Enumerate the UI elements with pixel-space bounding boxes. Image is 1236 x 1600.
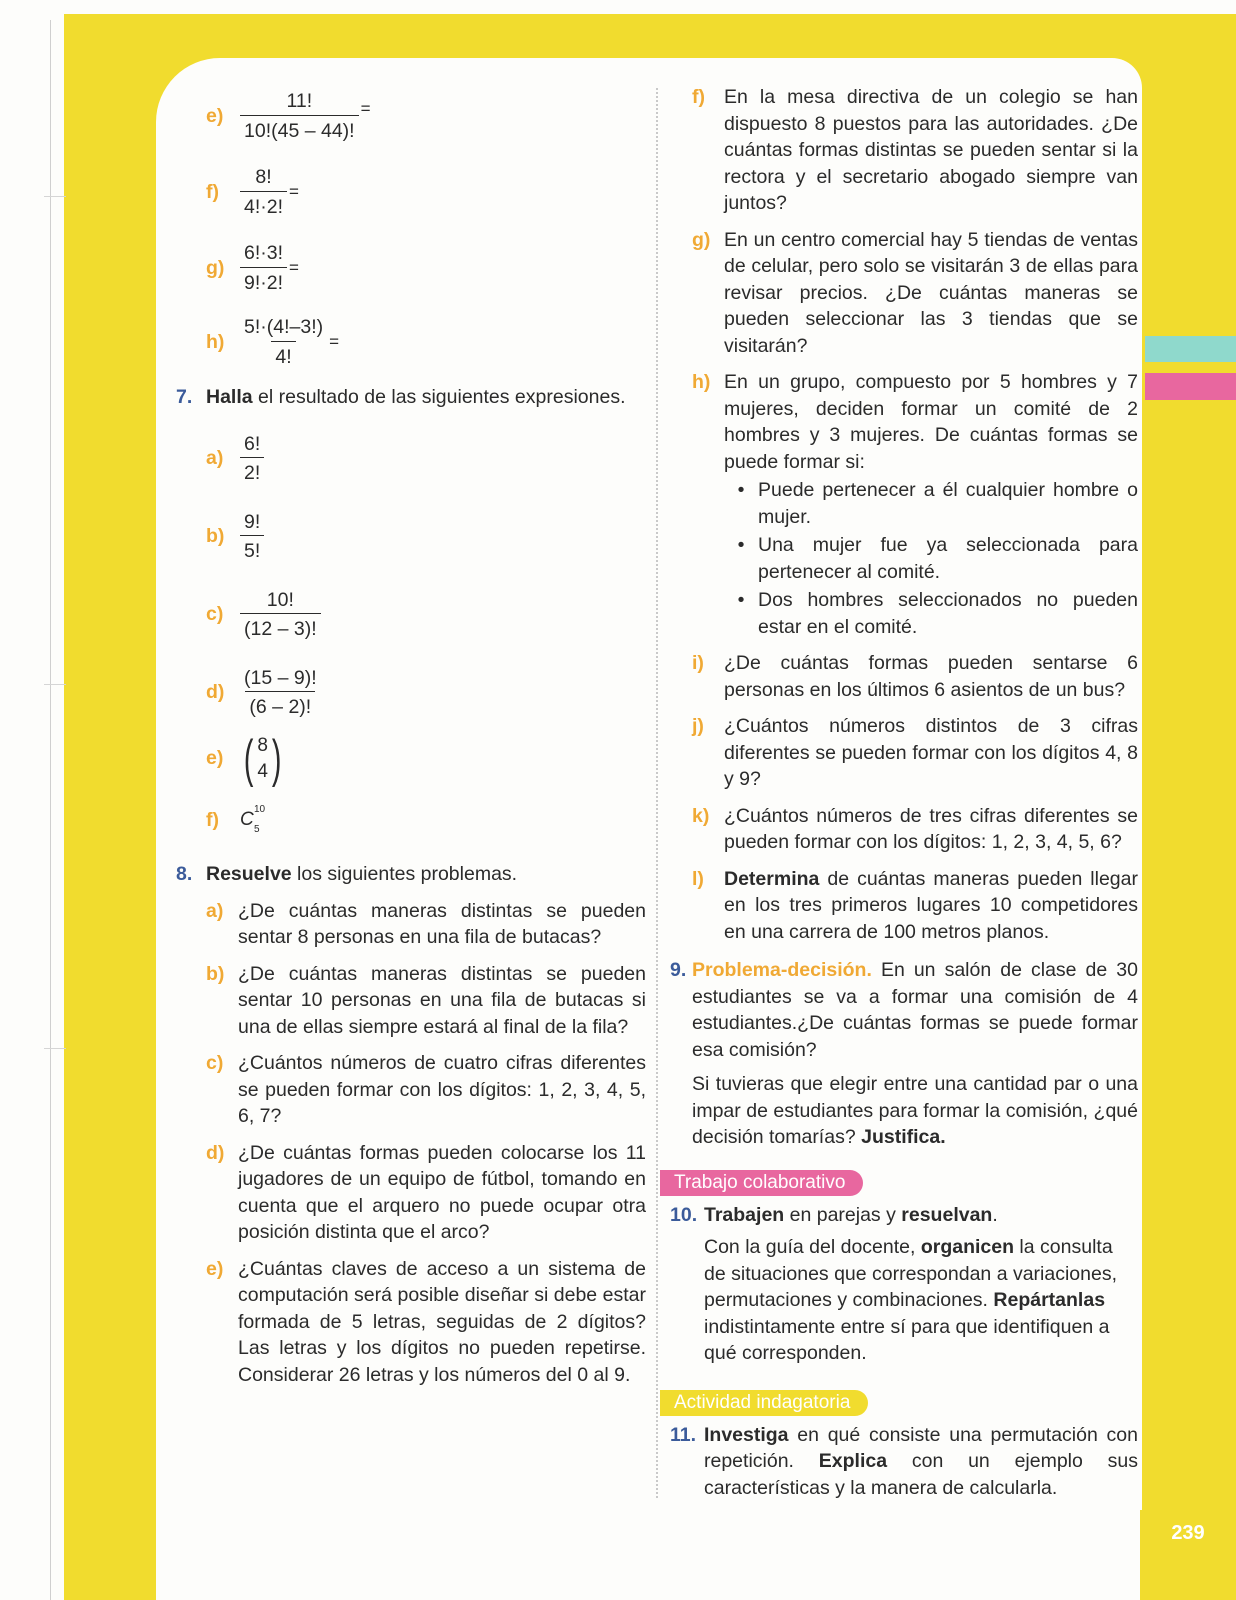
- equals-sign: =: [360, 98, 371, 118]
- page-number-box: [1140, 1510, 1236, 1600]
- item-label: f): [692, 86, 705, 108]
- instruction-text: los siguientes problemas.: [291, 863, 518, 885]
- item-label: d): [206, 1141, 225, 1164]
- bullet-text: Una mujer fue ya seleccionada para pertenecer al comité.: [758, 534, 1138, 583]
- item-label: g): [206, 256, 225, 279]
- bullet-icon: •: [737, 534, 745, 556]
- item-label: j): [692, 715, 704, 737]
- body-text: indistintamente entre sí para que identifiquen a qué corresponden.: [704, 1315, 1110, 1364]
- item-label: k): [692, 804, 710, 827]
- margin-tick: [44, 196, 66, 197]
- section-10-body: [704, 1234, 1138, 1367]
- section-number: 8.: [176, 863, 193, 885]
- problem-text: ¿De cuántas maneras distintas se pueden sentar 8 personas en una fila de butacas?: [238, 899, 646, 948]
- binomial-coefficient: [240, 729, 285, 788]
- side-tab-teal: [1145, 336, 1236, 362]
- section-9: [670, 957, 1138, 1063]
- section-11-text: [704, 1422, 1138, 1502]
- left-column: [176, 88, 646, 1388]
- left-paren-icon: (: [243, 729, 254, 788]
- binomial-stack: [257, 733, 268, 785]
- side-tab-pink: [1145, 373, 1236, 400]
- instruction-text: en parejas y: [784, 1203, 902, 1226]
- bullet-item: [724, 532, 1138, 585]
- instruction-text-2: con un ejemplo sus características y la manera de calcularla.: [704, 1450, 1138, 1499]
- instruction-text: en qué consiste una permutación con repetición.: [704, 1423, 1138, 1472]
- banner-label: Actividad indagatoria: [660, 1390, 868, 1416]
- bullet-text: Dos hombres seleccionados no pueden estar en el comité.: [758, 589, 1138, 638]
- numerator: 10!: [266, 588, 294, 611]
- problem-8l: [692, 866, 1138, 946]
- fraction: [240, 314, 327, 370]
- item-label: d): [206, 681, 225, 704]
- item-label: e): [206, 1257, 224, 1280]
- numerator: 5!·(4!–3!): [244, 316, 324, 338]
- section-10-heading: [670, 1202, 1138, 1229]
- item-label: g): [692, 228, 711, 251]
- denominator: 9!·2!: [240, 267, 287, 297]
- problem-8k: [692, 803, 1138, 856]
- problem-text: En la mesa directiva de un colegio se han dispuesto 8 puestos para las autoridades. ¿De cuántas formas distintas se pueden sentar si la rectora y el secretario abogado siempre van juntos?: [724, 86, 1138, 214]
- banner-label: Trabajo colaborativo: [660, 1170, 863, 1196]
- exercise-7d: [206, 665, 646, 721]
- fraction: [240, 431, 264, 487]
- problem-8i: [692, 650, 1138, 703]
- bullet-item: [724, 477, 1138, 530]
- bullet-icon: •: [737, 479, 745, 501]
- exercise-6h: [206, 314, 646, 370]
- problem-8g: [692, 227, 1138, 360]
- problem-text: ¿Cuántos números de cuatro cifras diferentes se pueden formar con los dígitos: 1, 2, 3, 4, 5, 6, 7?: [238, 1052, 646, 1127]
- problem-list-8-cont: [692, 84, 1138, 945]
- exercise-7e: [206, 729, 646, 788]
- instruction-verb-2: resuelvan: [901, 1203, 993, 1226]
- banner-trabajo-colaborativo: [660, 1169, 1138, 1196]
- section-number: 9.: [670, 959, 687, 981]
- equals-sign: =: [289, 181, 299, 201]
- numerator: 8!: [255, 166, 272, 188]
- body-text: la consulta de situaciones que correspondan a variaciones, permutaciones y combinaciones.: [704, 1236, 1118, 1311]
- section-number: 7.: [176, 386, 193, 408]
- bullet-list: [724, 477, 1138, 640]
- body-bold: organicen: [920, 1236, 1015, 1258]
- fraction: [240, 88, 359, 144]
- problem-text: En un grupo, compuesto por 5 hombres y 7 mujeres, deciden formar un comité de 2 hombres y 3 mujeres. De cuántas formas se puede formar si:: [724, 371, 1138, 473]
- problem-text: ¿Cuántas claves de acceso a un sistema de computación será posible diseñar si debe estar formada de 5 letras, seguidas de 2 dígitos? Las letras y los dígitos no pueden repetirse. Considerar 26 letras y los números del 0 al 9.: [238, 1257, 646, 1386]
- numerator: 11!: [286, 90, 313, 112]
- exercise-7a: [206, 431, 646, 487]
- section-9-followup: [692, 1071, 1138, 1151]
- problem-8j: [692, 713, 1138, 793]
- section-9-body: En un salón de clase de 30 estudiantes se va a formar una comisión de 4 estudiantes.¿De cuántas formas se puede formar esa comisión?: [692, 959, 1138, 1061]
- denominator: 10!(45 – 44)!: [240, 115, 359, 145]
- banner-actividad-indagatoria: [660, 1389, 1138, 1416]
- instruction-verb: Halla: [206, 386, 253, 408]
- item-label: h): [692, 371, 711, 393]
- numerator: 9!: [244, 510, 261, 533]
- section-number: 11.: [670, 1423, 697, 1446]
- denominator: (6 – 2)!: [245, 691, 315, 721]
- item-label: b): [206, 525, 225, 548]
- binomial-bottom: 4: [257, 760, 268, 782]
- item-label: e): [206, 747, 224, 770]
- column-divider: [656, 88, 658, 1498]
- fraction: [240, 665, 321, 721]
- exercise-6f: [206, 164, 646, 220]
- item-label: c): [206, 603, 224, 626]
- binomial-top: 8: [257, 734, 268, 756]
- bullet-icon: •: [737, 589, 745, 611]
- exercise-7b: [206, 509, 646, 565]
- denominator: 4!: [271, 341, 295, 371]
- fraction: [240, 240, 287, 296]
- margin-line: [50, 20, 51, 1600]
- fraction: [240, 587, 321, 643]
- denominator: 4!·2!: [240, 191, 287, 221]
- item-label: a): [206, 899, 224, 922]
- instruction-text: el resultado de las siguientes expresiones.: [252, 386, 626, 408]
- item-label: a): [206, 447, 224, 470]
- section-number: 10.: [670, 1203, 698, 1226]
- right-paren-icon: ): [271, 729, 282, 788]
- problem-8a: [206, 898, 646, 951]
- problem-8e: [206, 1256, 646, 1389]
- problem-text: ¿Cuántos números distintos de 3 cifras diferentes se pueden formar con los dígitos 4, 8 y 9?: [724, 715, 1138, 790]
- justify-label: Justifica.: [861, 1126, 946, 1148]
- item-label: e): [206, 104, 224, 127]
- margin-tick: [44, 684, 66, 685]
- item-label: l): [692, 867, 704, 890]
- exercise-6e: [206, 88, 646, 144]
- section-9-text: [692, 957, 1138, 1063]
- denominator: (12 – 3)!: [240, 613, 321, 643]
- problem-text-rest: de cuántas maneras pueden llegar en los tres primeros lugares 10 competidores en una carrera de 100 metros planos.: [724, 867, 1138, 943]
- equals-sign: =: [289, 257, 299, 277]
- followup-text: Si tuvieras que elegir entre una cantidad par o una impar de estudiantes para formar la comisión, ¿qué decisión tomarías?: [692, 1073, 1138, 1148]
- combination-letter: C: [240, 808, 254, 830]
- problem-list-8: [206, 898, 646, 1389]
- exercise-7c: [206, 587, 646, 643]
- exercise-7f: [206, 803, 646, 835]
- item-label: i): [692, 652, 704, 674]
- section-7-heading: [176, 384, 646, 411]
- problem-text: ¿De cuántas formas pueden sentarse 6 personas en los últimos 6 asientos de un bus?: [724, 652, 1138, 701]
- fraction: [240, 164, 287, 220]
- item-label: b): [206, 962, 225, 985]
- combination-notation: [240, 803, 266, 835]
- problem-8h: [692, 369, 1138, 475]
- bullet-item: [724, 587, 1138, 640]
- problem-8c: [206, 1050, 646, 1130]
- right-column: [670, 84, 1138, 1501]
- instruction-end: .: [992, 1203, 998, 1226]
- item-label: f): [206, 808, 219, 831]
- fraction: [240, 509, 264, 565]
- instruction-verb: Investiga: [704, 1423, 789, 1446]
- bullet-text: Puede pertenecer a él cualquier hombre o mujer.: [758, 479, 1138, 528]
- numerator: 6!·3!: [244, 242, 284, 264]
- problem-8b: [206, 961, 646, 1041]
- problem-8f: [692, 84, 1138, 217]
- section-8-heading: [176, 861, 646, 888]
- problem-text: [724, 866, 1138, 946]
- instruction-verb: Determina: [724, 867, 820, 890]
- problem-text: En un centro comercial hay 5 tiendas de ventas de celular, pero solo se visitarán 3 de ellas para revisar precios. ¿De cuántas maneras se pueden seleccionar las 3 tiendas que se visitarán?: [724, 228, 1138, 357]
- problem-text: ¿De cuántas maneras distintas se pueden sentar 10 personas en una fila de butacas si una de ellas siempre estará al final de la fila?: [238, 962, 646, 1038]
- item-label: f): [206, 180, 219, 203]
- page-number: 239: [1171, 1522, 1205, 1544]
- instruction-verb-2: Explica: [818, 1450, 888, 1472]
- item-label: h): [206, 330, 225, 353]
- equals-sign: =: [329, 331, 340, 351]
- section-11: [670, 1422, 1138, 1502]
- body-text: Con la guía del docente,: [704, 1236, 921, 1258]
- numerator: 6!: [244, 432, 261, 455]
- numerator: (15 – 9)!: [244, 666, 317, 689]
- problem-text: ¿De cuántas formas pueden colocarse los 11 jugadores de un equipo de fútbol, tomando en cuenta que el arquero no puede ocupar otra posición distinta que el arco?: [238, 1141, 646, 1243]
- instruction-verb: Trabajen: [704, 1203, 785, 1226]
- exercise-6g: [206, 240, 646, 296]
- instruction-verb: Resuelve: [206, 863, 292, 885]
- item-label: c): [206, 1052, 224, 1074]
- combination-sub: 5: [254, 823, 260, 835]
- denominator: 5!: [240, 535, 264, 565]
- margin-tick: [44, 1048, 66, 1049]
- denominator: 2!: [240, 457, 264, 487]
- problem-text: ¿Cuántos números de tres cifras diferentes se pueden formar con los dígitos: 1, 2, 3, 4, 5, 6?: [724, 804, 1138, 853]
- combination-sup: 10: [254, 803, 266, 815]
- problem-8d: [206, 1140, 646, 1246]
- problem-decision-title: Problema-decisión.: [692, 959, 872, 981]
- body-bold: Repártanlas: [993, 1289, 1106, 1311]
